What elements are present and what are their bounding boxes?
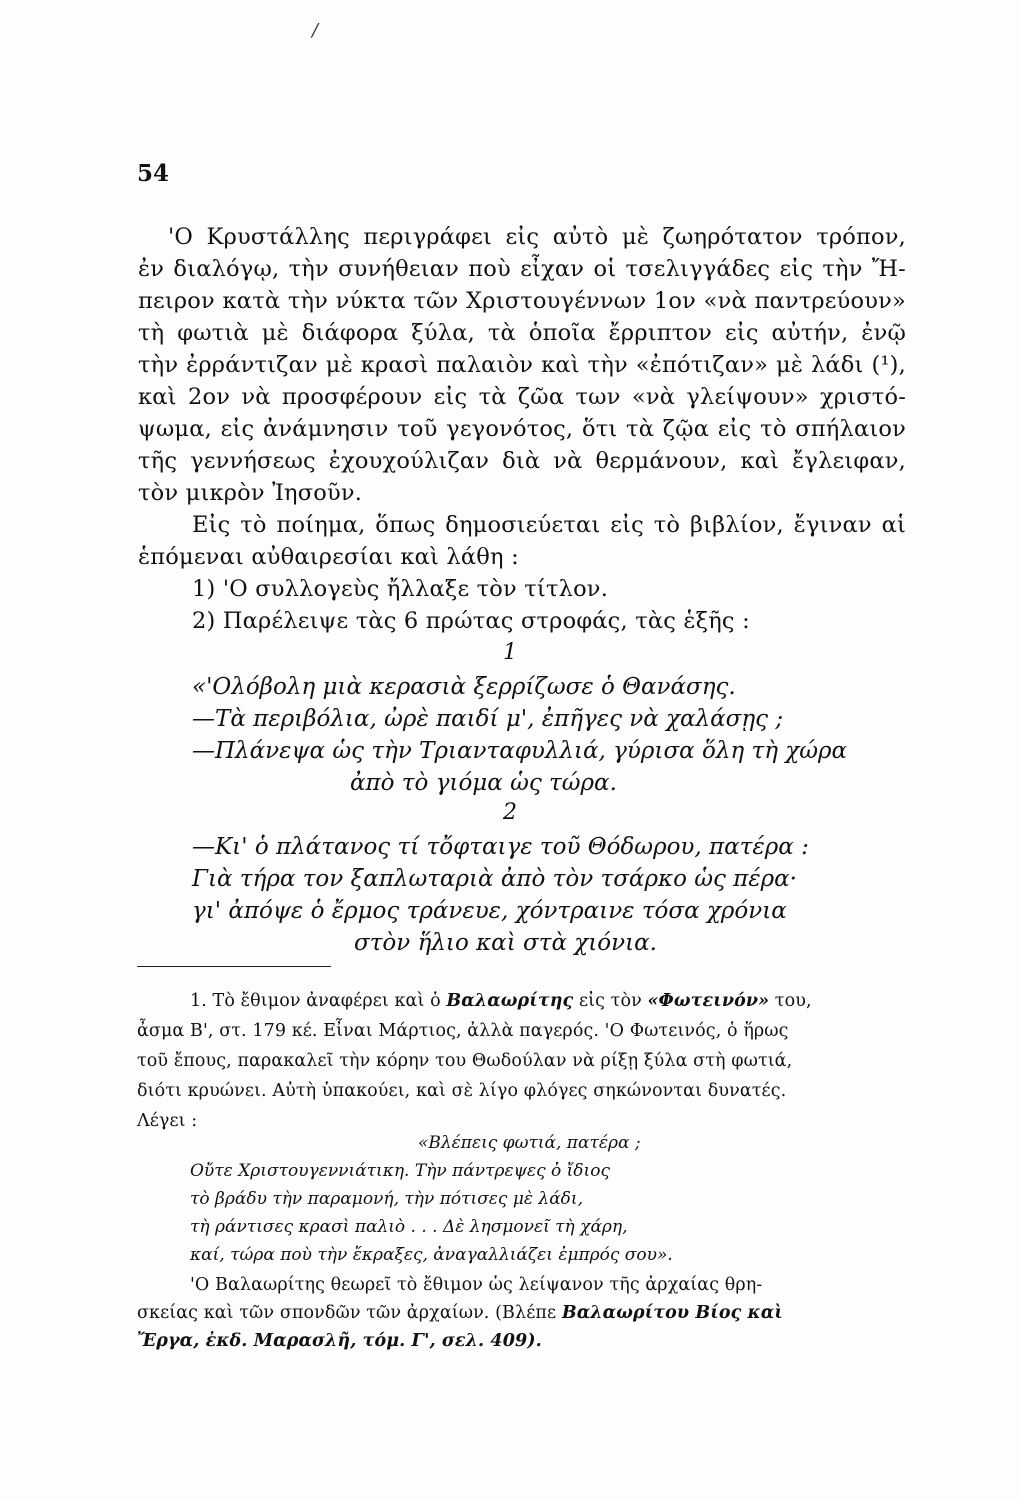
stanza-number: 1 xyxy=(503,640,517,665)
list-item: 1) 'Ο συλλογεὺς ἤλλαξε τὸν τίτλον. xyxy=(192,576,609,602)
poem-line: ἀπὸ τὸ γιόμα ὡς τώρα. xyxy=(350,770,617,796)
footnote-quote-line: τὴ ράντισες κρασὶ παλιὸ . . . Δὲ λησμονεῖ τὴ χάρη, xyxy=(190,1217,628,1237)
footnote-text: του, xyxy=(769,991,812,1011)
footnote-author: Βαλαωρίτης xyxy=(446,991,574,1011)
body-line: τὸν μικρὸν Ἰησοῦν. xyxy=(138,480,363,506)
footnote-line xyxy=(137,1300,783,1326)
body-line: ἐν διαλόγῳ, τὴν συνήθειαν ποὺ εἶχαν οἱ τσελιγγάδες εἰς τὴν Ἤ- xyxy=(138,256,906,282)
body-line: τὴν ἐρράντιζαν μὲ κρασὶ παλαιὸν καὶ τὴν «ἐπότιζαν» μὲ λάδι (¹), xyxy=(138,352,906,378)
footnote-line: τοῦ ἔπους, παρακαλεῖ τὴν κόρην του Θωδούλαν νὰ ρίξῃ ξύλα στὴ φωτιά, xyxy=(137,1051,793,1071)
footnote-quote-line: «Βλέπεις φωτιά, πατέρα ; xyxy=(418,1133,641,1153)
footnote-line: Λέγει : xyxy=(137,1111,198,1131)
body-line: τῆς γεννήσεως ἐχουχούλιζαν διὰ νὰ θερμάνουν, καὶ ἔγλειφαν, xyxy=(138,448,906,474)
footnote-work-title: «Φωτεινόν» xyxy=(647,991,770,1011)
body-line: 'Ο Κρυστάλλης περιγράφει εἰς αὐτὸ μὲ ζωηρότατον τρόπον, xyxy=(168,224,906,250)
footnote-line xyxy=(190,988,812,1014)
footnote-line: διότι κρυώνει. Αὐτὴ ὑπακούει, καὶ σὲ λίγο φλόγες σηκώνονται δυνατές. xyxy=(137,1081,787,1101)
poem-line: γι' ἀπόψε ὁ ἔρμος τράνευε, χόντραινε τόσα χρόνια xyxy=(192,898,787,924)
poem-line: —Πλάνεψα ὡς τὴν Τριανταφυλλιά, γύρισα ὅλη τὴ χώρα xyxy=(192,738,848,764)
footnote-reference: Ἔργα, ἐκδ. Μαρασλῆ, τόμ. Γ', σελ. 409). xyxy=(137,1331,542,1351)
poem-line: —Τὰ περιβόλια, ὠρὲ παιδί μ', ἐπῆγες νὰ χαλάσῃς ; xyxy=(192,706,784,732)
footnote-text: εἰς τὸν xyxy=(573,991,648,1011)
poem-line: Γιὰ τήρα τον ξαπλωταριὰ ἀπὸ τὸν τσάρκο ὡς πέρα· xyxy=(192,866,797,892)
footnote-quote-line: τὸ βράδυ τὴν παραμονή, τὴν πότισες μὲ λάδι, xyxy=(190,1189,583,1209)
stray-pen-mark: / xyxy=(312,20,319,41)
footnote-reference: Βαλαωρίτου Βίος καὶ xyxy=(561,1303,783,1323)
footnote-line: 'Ο Βαλαωρίτης θεωρεῖ τὸ ἔθιμον ὡς λείψανον τῆς ἀρχαίας θρη- xyxy=(190,1275,763,1295)
footnote-text: 1. Τὸ ἔθιμον ἀναφέρει καὶ ὁ xyxy=(190,991,447,1011)
footnote-rule xyxy=(137,966,331,967)
footnote-line: ἆσμα Β', στ. 179 κέ. Εἶναι Μάρτιος, ἀλλὰ παγερός. 'Ο Φωτεινός, ὁ ἥρως xyxy=(137,1021,789,1041)
body-line: τὴ φωτιὰ μὲ διάφορα ξύλα, τὰ ὁποῖα ἔρριπτον εἰς αὐτήν, ἐνῷ xyxy=(138,320,906,346)
poem-line: «'Ολόβολη μιὰ κερασιὰ ξερρίζωσε ὁ Θανάσης. xyxy=(192,674,736,700)
list-item: 2) Παρέλειψε τὰς 6 πρώτας στροφάς, τὰς ἑξῆς : xyxy=(192,608,750,634)
footnote-quote-line: Οὔτε Χριστουγεννιάτικη. Τὴν πάντρεψες ὁ ἴδιος xyxy=(190,1161,610,1181)
body-line: Εἰς τὸ ποίημα, ὅπως δημοσιεύεται εἰς τὸ βιβλίον, ἔγιναν αἱ xyxy=(192,512,906,538)
body-line: ἑπόμεναι αὐθαιρεσίαι καὶ λάθη : xyxy=(138,544,519,570)
page-number: 54 xyxy=(137,160,170,187)
poem-line: —Κι' ὁ πλάτανος τί τὄφταιγε τοῦ Θόδωρου, πατέρα : xyxy=(192,834,809,860)
body-line: καὶ 2ον νὰ προσφέρουν εἰς τὰ ζῶα των «νὰ γλείψουν» χριστό- xyxy=(138,384,906,410)
body-line: ψωμα, εἰς ἀνάμνησιν τοῦ γεγονότος, ὅτι τὰ ζῷα εἰς τὸ σπήλαιον xyxy=(138,416,906,442)
footnote-quote-line: καί, τώρα ποὺ τὴν ἔκραξες, ἀναγαλλιάζει ἐμπρός σου». xyxy=(190,1245,673,1265)
poem-line: στὸν ἥλιο καὶ στὰ χιόνια. xyxy=(354,930,657,956)
stanza-number: 2 xyxy=(503,800,517,825)
footnote-text: σκείας καὶ τῶν σπονδῶν τῶν ἀρχαίων. (Βλέπε xyxy=(137,1303,562,1323)
body-line: πειρον κατὰ τὴν νύκτα τῶν Χριστουγέννων 1ον «νὰ παντρεύουν» xyxy=(138,288,906,314)
